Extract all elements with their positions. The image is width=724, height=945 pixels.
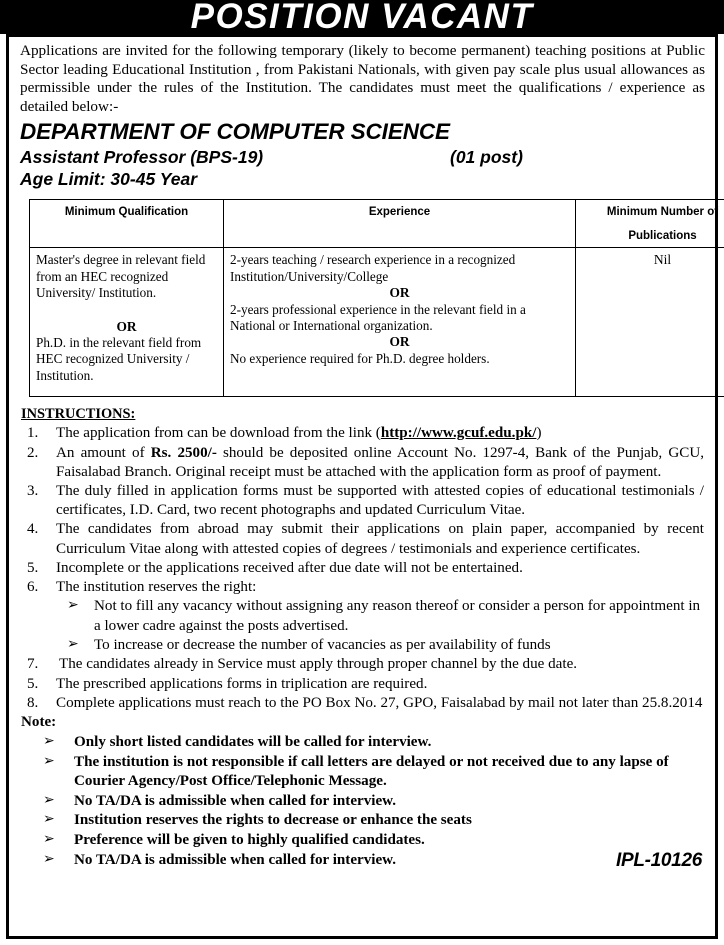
instruction-number: 3. [27,482,39,499]
intro-paragraph: Applications are invited for the following temporary (likely to become permanent) teaching positions at Public Sector leading Educational Institution , from Pakistani Nationals, with given pay scale plus usual allowances as permissible under the rules of the Institution. The candidates must meet the qualifications / experience as detailed below:- [20,42,705,115]
instruction-text: Complete applications must reach to the PO Box No. 27, GPO, Faisalabad by mail not later than 25.8.2014 [56,694,703,711]
age-limit: Age Limit: 30-45 Year [20,169,198,190]
fee-amount: Rs. 2500/- [150,444,217,461]
instruction-number: 4. [27,521,39,538]
application-form-link[interactable]: http://www.gcuf.edu.pk/ [380,425,537,442]
instruction-text: The prescribed applications forms in triplication are required. [56,675,428,692]
table-row [30,248,724,397]
experience-option-2: 2-years professional experience in the relevant field in a National or International organization. [230,301,526,333]
instruction-item [21,559,704,578]
instruction-number: 6. [27,579,39,595]
instruction-number: 7. [27,656,39,673]
instruction-item [21,694,704,713]
instruction-text: The candidates already in Service must apply through proper channel by the due date. [59,656,578,673]
requirements-table [29,199,724,397]
header-publications-line2: Publications [628,230,697,243]
instruction-number: 1. [27,425,39,442]
instruction-text: The institution reserves the right: [56,579,257,595]
bullet-arrow-icon: ➢ [43,753,55,769]
qualification-option-1: Master's degree in relevant field from an HEC recognized University/ Institution. [36,252,206,301]
cell-experience [224,248,576,397]
instruction-number: 5. [27,559,39,576]
instruction-sub-text: Not to fill any vacancy without assigning any reason thereof or consider a person for appointment in a lower cadre against the posts advertised. [94,598,701,634]
experience-option-1: 2-years teaching / research experience in a recognized Institution/University/College [230,252,516,284]
note-item [41,753,704,792]
document-frame [6,34,718,939]
table-header-row [30,200,724,248]
bullet-arrow-icon: ➢ [43,734,55,750]
instruction-item [21,578,704,655]
department-heading: DEPARTMENT OF COMPUTER SCIENCE [20,119,450,145]
instruction-item [21,444,704,482]
instruction-sub-item [64,597,704,636]
post-title: Assistant Professor (BPS-19) [20,147,264,168]
bullet-arrow-icon: ➢ [67,637,79,653]
note-text: No TA/DA is admissible when called for interview. [74,792,397,809]
header-minimum-publications [576,200,724,248]
experience-option-3: No experience required for Ph.D. degree holders. [230,350,490,366]
post-title-line [20,147,706,168]
note-item [41,811,704,831]
instruction-number: 2. [27,444,39,461]
cell-qualification [30,248,224,397]
note-item [41,733,704,753]
experience-or-2: OR [389,334,410,350]
qualification-or: OR [116,318,137,334]
instruction-item [21,424,704,443]
instruction-text: The duly filled in application forms must be supported with attested copies of educational testimonials / certificates, I.D. Card, two recent photographs and updated Curriculum Vitae. [56,482,704,519]
bullet-arrow-icon: ➢ [43,812,55,828]
instruction-sub-list [56,597,704,655]
bullet-arrow-icon: ➢ [43,832,55,847]
note-item [41,851,704,871]
instructions-list [18,424,706,713]
instruction-item [21,520,704,558]
header-minimum-qualification: Minimum Qualification [30,200,224,248]
instruction-number: 5. [27,675,39,692]
instruction-text: An amount of Rs. 2500/- should be deposited online Account No. 1297-4, Bank of the Punjab, GCU, Faisalabad Branch. Original receipt must be attached with the application form as proof of payment. [56,444,704,480]
bullet-arrow-icon: ➢ [43,851,55,867]
instruction-item [21,482,704,520]
instruction-text: Incomplete or the applications received after due date will not be entertained. [56,559,523,576]
page-title-banner: POSITION VACANT [0,0,724,34]
instruction-sub-item [64,636,704,655]
qualification-option-2: Ph.D. in the relevant field from HEC recognized University / Institution. [36,335,202,383]
reference-code: IPL-10126 [615,849,702,871]
instruction-sub-text: To increase or decrease the number of vacancies as per availability of funds [94,637,551,654]
note-list [18,733,706,870]
header-publications-line1: Minimum Number of [606,206,719,219]
note-item [41,831,704,851]
instruction-number: 8. [27,694,39,711]
note-text: The institution is not responsible if call letters are delayed or not received due to any lapse of Courier Agency/Post Office/Telephonic Message. [74,753,669,790]
instruction-text: The application from can be download from the link (http://www.gcuf.edu.pk/) [56,425,542,442]
post-count: (01 post) [450,147,523,168]
instruction-item [21,655,704,674]
note-text: Preference will be given to highly qualified candidates. [74,832,425,848]
note-item [41,792,704,812]
note-heading: Note: [21,714,57,731]
note-text: No TA/DA is admissible when called for interview. [74,851,397,868]
experience-or-1: OR [389,285,410,301]
note-text: Only short listed candidates will be called for interview. [74,734,432,751]
instruction-text: The candidates from abroad may submit their applications on plain paper, accompanied by recent Curriculum Vitae along with attested copies of degrees / testimonials and experience certificates. [56,521,704,557]
cell-publications: Nil [576,248,724,397]
instruction-item [21,675,704,694]
header-experience: Experience [224,200,576,248]
bullet-arrow-icon: ➢ [43,792,55,808]
instructions-heading: INSTRUCTIONS: [21,406,136,423]
bullet-arrow-icon: ➢ [67,598,79,614]
note-text: Institution reserves the rights to decrease or enhance the seats [74,812,472,829]
